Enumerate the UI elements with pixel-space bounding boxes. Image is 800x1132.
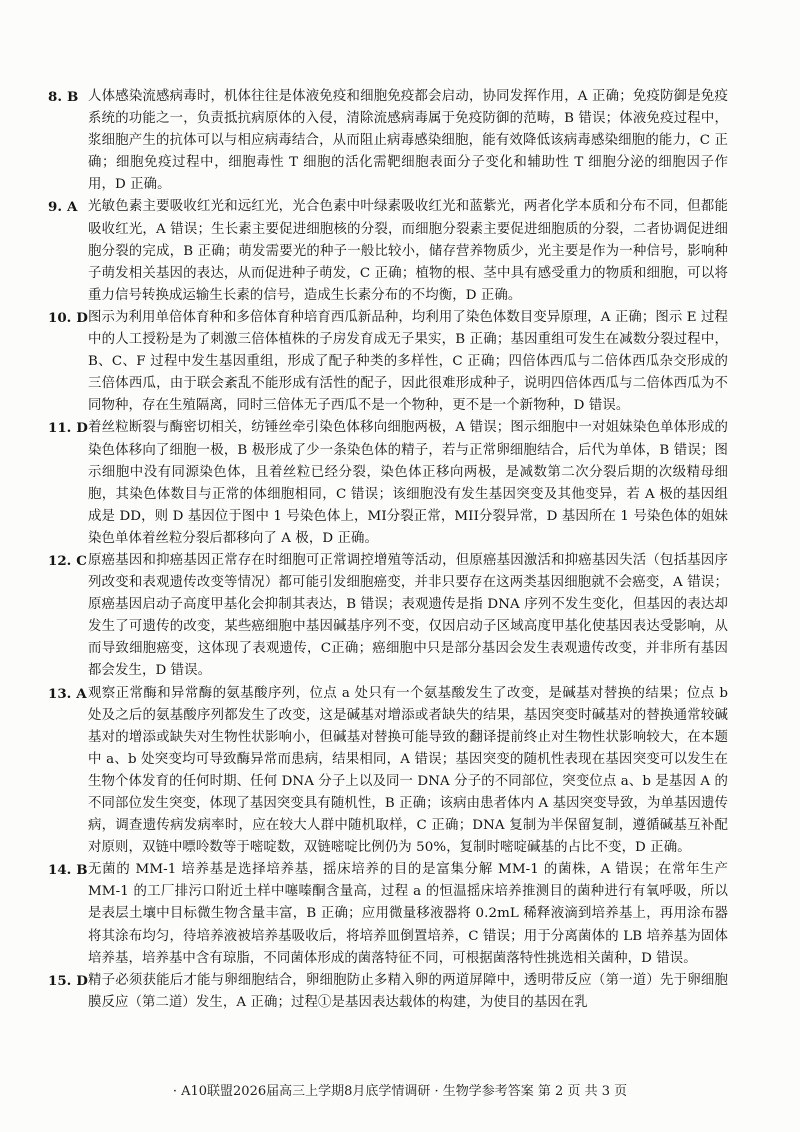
answer-letter: D [76, 420, 88, 437]
question-number: 13. [48, 685, 72, 702]
explanation-text: 无菌的 MM-1 培养基是选择培养基，摇床培养的目的是富集分解 MM-1 的菌株，A 错误；在常年生产 MM-1 的工厂排污口附近土样中噻嗪酮含量高，过程 a 的恒温摇床培养推测目的菌种进行有氧呼吸，所以是表层土壤中目标微生物含量丰富，B 正确；应用微量移液器将 0.2mL 稀释液滴到培养基上，再用涂布器将其涂布均匀，待培养液被培养基吸收后，将培养皿倒置培养，C 错误；用于分离菌体的 LB 培养基为固体培养基，培养基中含有琼脂，不同菌体形成的菌落特征不同，可根据菌落特性挑选相关菌种，D 错误。 [88, 862, 728, 966]
explanation-text: 图示为利用单倍体育种和多倍体育种培育西瓜新品种，均利用了染色体数目变异原理，A 正确；图示 E 过程中的人工授粉是为了刺激三倍体植株的子房发育成无子果实，B 正确；基因重组可发生在减数分裂过程中，B、C、F 过程中发生基因重组，形成了配子种类的多样性，C 正确；四倍体西瓜与二倍体西瓜杂交形成的三倍体西瓜，由于联会紊乱不能形成有活性的配子，因此很难形成种子，说明四倍体西瓜与二倍体西瓜为不同物种，存在生殖隔离，同时三倍体无子西瓜不是一个物种，更不是一个新物种，D 错误。 [88, 309, 728, 414]
question-number: 12. [48, 552, 72, 569]
answer-item-9 [48, 196, 728, 306]
question-number: 8. [48, 89, 62, 105]
question-number: 9. [48, 199, 62, 216]
answer-letter: D [76, 972, 88, 989]
answer-letter: A [66, 199, 78, 216]
answer-item-8 [48, 86, 728, 196]
explanation-text: 精子必须获能后才能与卵细胞结合，卵细胞防止多精入卵的两道屏障中，透明带反应（第一道）先于卵细胞膜反应（第二道）发生，A 正确；过程①是基因表达载体的构建，为使目的基因在乳 [88, 972, 728, 1010]
answer-item-11 [48, 417, 728, 550]
explanation-text: 着丝粒断裂与酶密切相关，纺锤丝牵引染色体移向细胞两极，A 错误；图示细胞中一对姐妹染色单体形成的染色体移向了细胞一极，B 极形成了少一条染色体的精子，若与正常卵细胞结合，后代为单体，B 错误；图示细胞中没有同源染色体，且着丝粒已经分裂，染色体正移向两极，是减数第二次分裂后期的次级精母细胞，其染色体数目与正常的体细胞相同，C 错误；该细胞没有发生基因突变及其他变异，若 A 极的基因组成是 DD，则 D 基因位于图中 1 号染色体上，MI分裂正常，MII分裂异常，D 基因所在 1 号染色体的姐妹染色单体着丝粒分裂后都移向了 A 极，D 正确。 [88, 420, 728, 546]
answer-item-14 [48, 859, 728, 969]
explanation-text: 观察正常酶和异常酶的氨基酸序列，位点 a 处只有一个氨基酸发生了改变，是碱基对替换的结果；位点 b 处及之后的氨基酸序列都发生了改变，这是碱基对增添或者缺失的结果，基因突变时碱基对的替换通常较碱基对的增添或缺失对生物性状影响小，但碱基对替换可能导致的翻译提前终止对生物性状影响较大，在本题中 a、b 处突变均可导致酶异常而患病，结果相同，A 错误；基因突变的随机性表现在基因突变可以发生在生物个体发育的任何时期、任何 DNA 分子上以及同一 DNA 分子的不同部位，突变位点 a、b 是基因 A 的不同部位发生突变，体现了基因突变具有随机性，B 正确；该病由患者体内 A 基因突变导致，为单基因遗传病，调查遗传病发病率时，应在较大人群中随机取样，C 正确；DNA 复制为半保留复制，遵循碱基互补配对原则，双链中嘌呤数等于嘧啶数，双链嘧啶比例仍为 50%，复制时嘧啶碱基的占比不变，D 正确。 [88, 685, 728, 856]
answer-list [48, 86, 728, 1014]
answer-letter: B [66, 89, 79, 105]
answer-letter: C [76, 552, 87, 569]
explanation-text: 原癌基因和抑癌基因正常存在时细胞可正常调控增殖等活动，但原癌基因激活和抑癌基因失活（包括基因序列改变和表观遗传改变等情况）都可能引发细胞癌变，并非只要存在这两类基因细胞就不会癌变，A 错误；原癌基因启动子高度甲基化会抑制其表达，B 错误；表观遗传是指 DNA 序列不发生变化，但基因的表达却发生了可遗传的改变，某些癌细胞中基因碱基序列不变，仅因启动子区域高度甲基化使基因表达受影响，从而导致细胞癌变，这体现了表观遗传，C正确；癌细胞中只是部分基因会发生表观遗传改变，并非所有基因都会发生，D 错误。 [88, 552, 728, 679]
explanation-text: 人体感染流感病毒时，机体往往是体液免疫和细胞免疫都会启动，协同发挥作用，A 正确；免疫防御是免疫系统的功能之一，负责抵抗病原体的入侵，清除流感病毒属于免疫防御的范畴，B 错误；体液免疫过程中，浆细胞产生的抗体可以与相应病毒结合，从而阻止病毒感染细胞，能有效降低该病毒感染细胞的能力，C 正确；细胞免疫过程中，细胞毒性 T 细胞的活化需靶细胞表面分子变化和辅助性 T 细胞分泌的细胞因子作用，D 正确。 [88, 89, 728, 193]
explanation-text: 光敏色素主要吸收红光和远红光，光合色素中叶绿素吸收红光和蓝紫光，两者化学本质和分布不同，但都能吸收红光，A 错误；生长素主要促进细胞核的分裂，而细胞分裂素主要促进细胞质的分裂，二者协调促进细胞分裂的完成，B 正确；萌发需要光的种子一般比较小，储存营养物质少，光主要是作为一种信号，影响种子萌发相关基因的表达，从而促进种子萌发，C 正确；植物的根、茎中具有感受重力的物质和细胞，可以将重力信号转换成运输生长素的信号，造成生长素分布的不均衡，D 正确。 [88, 199, 728, 303]
question-number: 14. [48, 862, 72, 879]
answer-letter: A [76, 685, 87, 702]
question-number: 10. [48, 309, 72, 326]
page-footer: · A10联盟2026届高三上学期8月底学情调研 · 生物学参考答案 第 2 页 共 3 页 [172, 1084, 628, 1099]
answer-letter: B [76, 862, 88, 879]
question-number: 11. [48, 420, 72, 437]
answer-letter: D [76, 309, 88, 326]
answer-item-15 [48, 970, 728, 1014]
answer-item-10 [48, 307, 728, 417]
answer-item-12 [48, 550, 728, 683]
question-number: 15. [48, 972, 72, 989]
answer-item-13 [48, 683, 728, 860]
